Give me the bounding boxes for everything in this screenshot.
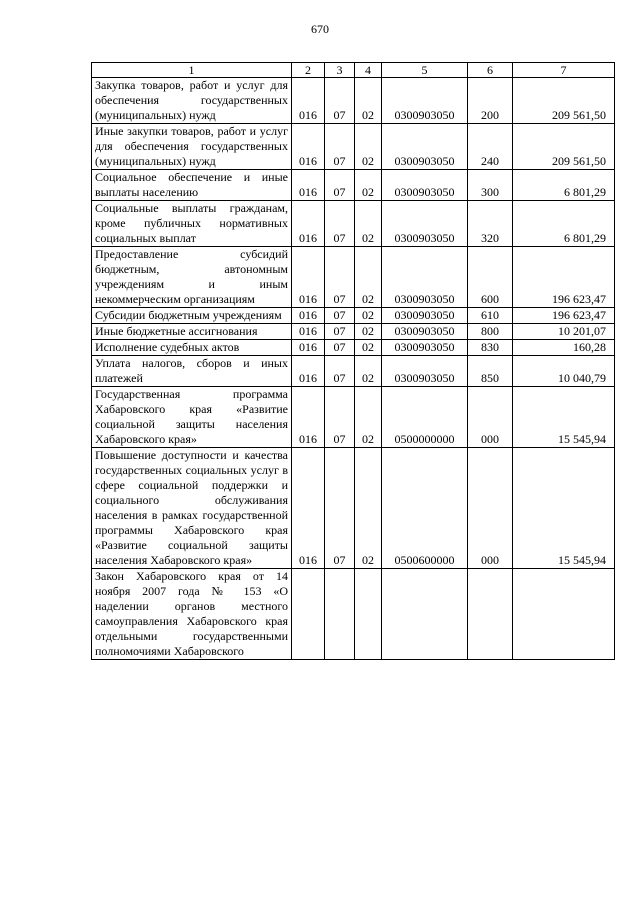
row-pr: 02 [355, 124, 382, 170]
row-csr: 0500000000 [382, 387, 468, 448]
row-sum: 160,28 [513, 340, 615, 356]
row-rz: 07 [325, 324, 355, 340]
row-csr: 0500600000 [382, 448, 468, 569]
row-rz: 07 [325, 201, 355, 247]
row-vr: 240 [468, 124, 513, 170]
table-row [92, 201, 615, 247]
budget-table [91, 62, 615, 660]
page-number: 670 [311, 22, 329, 36]
row-pr: 02 [355, 448, 382, 569]
row-ved: 016 [292, 324, 325, 340]
column-header: 6 [468, 63, 513, 78]
row-ved: 016 [292, 308, 325, 324]
row-ved: 016 [292, 124, 325, 170]
row-sum: 6 801,29 [513, 170, 615, 201]
row-ved: 016 [292, 356, 325, 387]
row-sum: 10 040,79 [513, 356, 615, 387]
row-rz: 07 [325, 247, 355, 308]
row-pr: 02 [355, 387, 382, 448]
table-row [92, 340, 615, 356]
table-row [92, 124, 615, 170]
row-name: Социальное обеспечение и иные выплаты населению [92, 170, 292, 201]
row-ved: 016 [292, 387, 325, 448]
table-row [92, 170, 615, 201]
table-row [92, 387, 615, 448]
row-vr: 830 [468, 340, 513, 356]
row-csr [382, 569, 468, 660]
column-header: 2 [292, 63, 325, 78]
row-name: Повышение доступности и качества государственных социальных услуг в сфере социальной поддержки и социального обслуживания населения в рамках государственной программы Хабаровского края «Развитие социальной защиты населения Хабаровского края» [92, 448, 292, 569]
row-pr: 02 [355, 201, 382, 247]
row-vr: 600 [468, 247, 513, 308]
row-sum: 209 561,50 [513, 78, 615, 124]
row-csr: 0300903050 [382, 356, 468, 387]
row-pr [355, 569, 382, 660]
column-header: 4 [355, 63, 382, 78]
column-header: 3 [325, 63, 355, 78]
row-vr: 800 [468, 324, 513, 340]
table-row [92, 569, 615, 660]
row-csr: 0300903050 [382, 324, 468, 340]
row-name: Субсидии бюджетным учреждениям [92, 308, 292, 324]
row-rz: 07 [325, 170, 355, 201]
table-header-row [92, 63, 615, 78]
row-vr: 000 [468, 448, 513, 569]
row-rz: 07 [325, 340, 355, 356]
row-ved: 016 [292, 448, 325, 569]
row-ved: 016 [292, 170, 325, 201]
row-vr: 850 [468, 356, 513, 387]
row-pr: 02 [355, 340, 382, 356]
column-header: 7 [513, 63, 615, 78]
row-vr: 000 [468, 387, 513, 448]
row-name: Предоставление субсидий бюджетным, автономным учреждениям и иным некоммерческим организациям [92, 247, 292, 308]
row-rz: 07 [325, 78, 355, 124]
row-name: Социальные выплаты гражданам, кроме публичных нормативных социальных выплат [92, 201, 292, 247]
row-ved: 016 [292, 201, 325, 247]
row-pr: 02 [355, 356, 382, 387]
row-pr: 02 [355, 247, 382, 308]
row-name: Закупка товаров, работ и услуг для обеспечения государственных (муниципальных) нужд [92, 78, 292, 124]
row-sum: 209 561,50 [513, 124, 615, 170]
row-sum: 196 623,47 [513, 247, 615, 308]
table-row [92, 448, 615, 569]
row-sum [513, 569, 615, 660]
row-name: Иные закупки товаров, работ и услуг для обеспечения государственных (муниципальных) нужд [92, 124, 292, 170]
row-csr: 0300903050 [382, 340, 468, 356]
row-sum: 6 801,29 [513, 201, 615, 247]
row-sum: 10 201,07 [513, 324, 615, 340]
row-name: Иные бюджетные ассигнования [92, 324, 292, 340]
row-pr: 02 [355, 308, 382, 324]
row-name: Государственная программа Хабаровского края «Развитие социальной защиты населения Хабаровского края» [92, 387, 292, 448]
column-header: 1 [92, 63, 292, 78]
row-ved: 016 [292, 340, 325, 356]
row-vr: 320 [468, 201, 513, 247]
row-ved: 016 [292, 78, 325, 124]
row-csr: 0300903050 [382, 124, 468, 170]
row-vr [468, 569, 513, 660]
row-ved: 016 [292, 247, 325, 308]
row-rz: 07 [325, 356, 355, 387]
row-name: Закон Хабаровского края от 14 ноября 2007 года № 153 «О наделении органов местного самоуправления Хабаровского края отдельными государственными полномочиями Хабаровского [92, 569, 292, 660]
row-ved [292, 569, 325, 660]
row-csr: 0300903050 [382, 201, 468, 247]
table-row [92, 356, 615, 387]
row-rz: 07 [325, 124, 355, 170]
row-name: Исполнение судебных актов [92, 340, 292, 356]
row-rz: 07 [325, 448, 355, 569]
table-row [92, 247, 615, 308]
row-rz: 07 [325, 387, 355, 448]
table-row [92, 324, 615, 340]
row-pr: 02 [355, 324, 382, 340]
row-vr: 300 [468, 170, 513, 201]
row-vr: 200 [468, 78, 513, 124]
row-sum: 196 623,47 [513, 308, 615, 324]
row-vr: 610 [468, 308, 513, 324]
row-sum: 15 545,94 [513, 387, 615, 448]
row-csr: 0300903050 [382, 247, 468, 308]
row-csr: 0300903050 [382, 78, 468, 124]
row-rz [325, 569, 355, 660]
row-rz: 07 [325, 308, 355, 324]
row-csr: 0300903050 [382, 308, 468, 324]
row-sum: 15 545,94 [513, 448, 615, 569]
column-header: 5 [382, 63, 468, 78]
row-csr: 0300903050 [382, 170, 468, 201]
row-pr: 02 [355, 78, 382, 124]
row-pr: 02 [355, 170, 382, 201]
row-name: Уплата налогов, сборов и иных платежей [92, 356, 292, 387]
table-row [92, 308, 615, 324]
table-row [92, 78, 615, 124]
